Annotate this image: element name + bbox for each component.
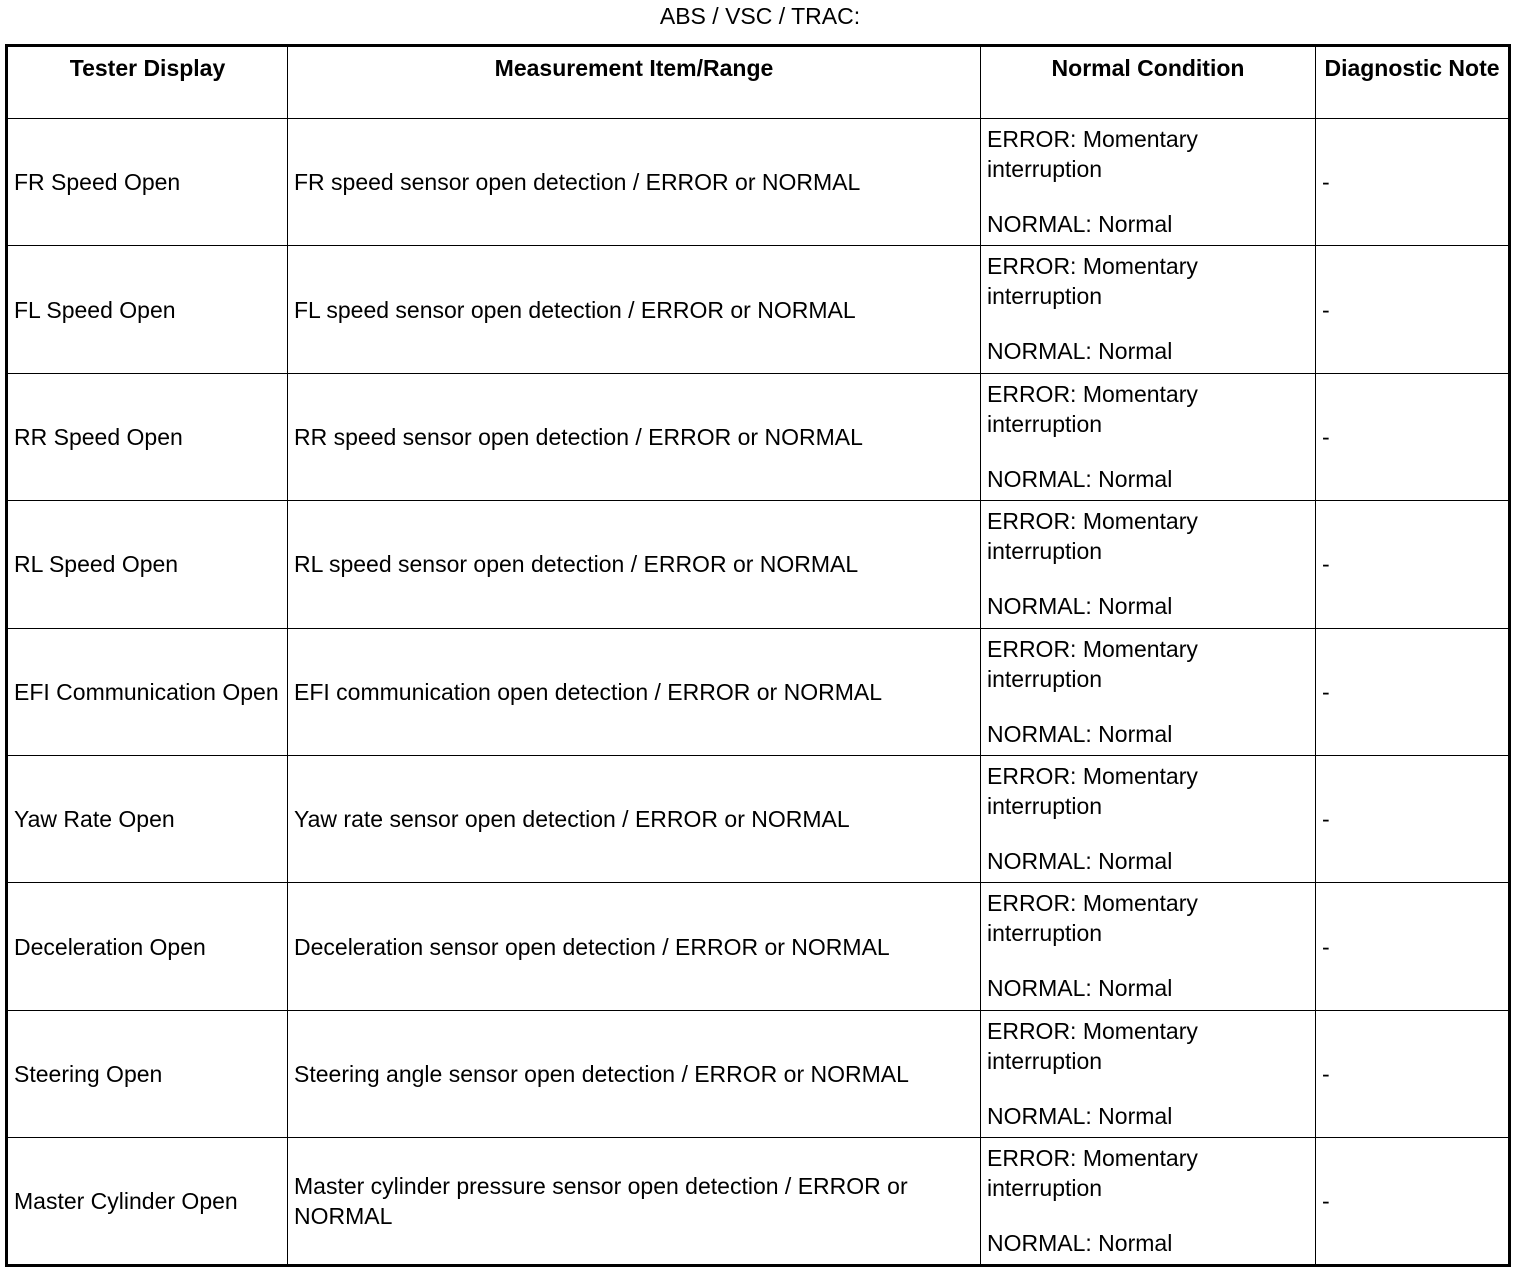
- diagnostic-note-cell: -: [1316, 755, 1510, 882]
- header-row: [7, 46, 1510, 119]
- error-condition-text: ERROR: Momentary interruption: [987, 380, 1198, 437]
- error-condition-text: ERROR: Momentary interruption: [987, 635, 1198, 692]
- error-condition-text: ERROR: Momentary interruption: [987, 762, 1198, 819]
- error-condition-text: ERROR: Momentary interruption: [987, 253, 1198, 310]
- table-row: [7, 628, 1510, 755]
- normal-condition-cell: [981, 755, 1316, 882]
- normal-condition-cell: [981, 246, 1316, 373]
- normal-condition-cell: [981, 119, 1316, 246]
- diagnostic-note-cell: -: [1316, 246, 1510, 373]
- normal-condition-text: NORMAL: Normal: [987, 847, 1173, 874]
- table-header: [7, 46, 1510, 119]
- table-body: [7, 119, 1510, 1266]
- normal-condition-cell: [981, 373, 1316, 500]
- condition-spacer: [987, 694, 1309, 719]
- condition-spacer: [987, 566, 1309, 591]
- measurement-cell: Deceleration sensor open detection / ERROR or NORMAL: [288, 883, 981, 1010]
- normal-condition-text: NORMAL: Normal: [987, 1230, 1173, 1257]
- normal-condition-text: NORMAL: Normal: [987, 975, 1173, 1002]
- table-caption: ABS / VSC / TRAC:: [659, 3, 861, 29]
- table-row: [7, 501, 1510, 628]
- condition-spacer: [987, 311, 1309, 336]
- table-row: [7, 883, 1510, 1010]
- diagnostic-note-cell: -: [1316, 373, 1510, 500]
- tester-display-cell: FL Speed Open: [7, 246, 288, 373]
- measurement-cell: Yaw rate sensor open detection / ERROR or NORMAL: [288, 755, 981, 882]
- table-row: [7, 246, 1510, 373]
- diagnostic-note-cell: -: [1316, 1138, 1510, 1265]
- normal-condition-cell: [981, 628, 1316, 755]
- tester-display-cell: Steering Open: [7, 1010, 288, 1137]
- column-header-normal-condition: Normal Condition: [981, 46, 1316, 119]
- condition-spacer: [987, 184, 1309, 209]
- condition-spacer: [987, 821, 1309, 846]
- table-row: [7, 1138, 1510, 1265]
- column-header-measurement: Measurement Item/Range: [288, 46, 981, 119]
- data-list-table: [5, 44, 1511, 1267]
- measurement-cell: Steering angle sensor open detection / ERROR or NORMAL: [288, 1010, 981, 1137]
- column-header-diagnostic-note: Diagnostic Note: [1316, 46, 1510, 119]
- table-row: [7, 755, 1510, 882]
- tester-display-cell: Yaw Rate Open: [7, 755, 288, 882]
- tester-display-cell: RR Speed Open: [7, 373, 288, 500]
- normal-condition-cell: [981, 883, 1316, 1010]
- tester-display-cell: RL Speed Open: [7, 501, 288, 628]
- normal-condition-cell: [981, 1138, 1316, 1265]
- table-row: [7, 373, 1510, 500]
- diagnostic-note-cell: -: [1316, 119, 1510, 246]
- tester-display-cell: Deceleration Open: [7, 883, 288, 1010]
- normal-condition-text: NORMAL: Normal: [987, 593, 1173, 620]
- normal-condition-text: NORMAL: Normal: [987, 211, 1173, 237]
- condition-spacer: [987, 439, 1309, 464]
- normal-condition-cell: [981, 1010, 1316, 1137]
- condition-spacer: [987, 1076, 1309, 1101]
- normal-condition-text: NORMAL: Normal: [987, 465, 1173, 492]
- diagnostic-note-cell: -: [1316, 883, 1510, 1010]
- error-condition-text: ERROR: Momentary interruption: [987, 1145, 1198, 1202]
- diagnostic-note-cell: -: [1316, 1010, 1510, 1137]
- measurement-cell: RR speed sensor open detection / ERROR or NORMAL: [288, 373, 981, 500]
- normal-condition-text: NORMAL: Normal: [987, 1102, 1173, 1129]
- measurement-cell: EFI communication open detection / ERROR or NORMAL: [288, 628, 981, 755]
- measurement-cell: FR speed sensor open detection / ERROR or NORMAL: [288, 119, 981, 246]
- tester-display-cell: EFI Communication Open: [7, 628, 288, 755]
- condition-spacer: [987, 948, 1309, 973]
- condition-spacer: [987, 1203, 1309, 1228]
- measurement-cell: FL speed sensor open detection / ERROR or NORMAL: [288, 246, 981, 373]
- error-condition-text: ERROR: Momentary interruption: [987, 890, 1198, 947]
- column-header-tester-display: Tester Display: [7, 46, 288, 119]
- normal-condition-text: NORMAL: Normal: [987, 338, 1173, 365]
- tester-display-cell: FR Speed Open: [7, 119, 288, 246]
- table-row: [7, 119, 1510, 246]
- table-row: [7, 1010, 1510, 1137]
- diagnostic-note-cell: -: [1316, 501, 1510, 628]
- error-condition-text: ERROR: Momentary interruption: [987, 126, 1198, 182]
- diagnostic-note-cell: -: [1316, 628, 1510, 755]
- error-condition-text: ERROR: Momentary interruption: [987, 1017, 1198, 1074]
- error-condition-text: ERROR: Momentary interruption: [987, 508, 1198, 565]
- tester-display-cell: Master Cylinder Open: [7, 1138, 288, 1265]
- measurement-cell: RL speed sensor open detection / ERROR or NORMAL: [288, 501, 981, 628]
- normal-condition-cell: [981, 501, 1316, 628]
- normal-condition-text: NORMAL: Normal: [987, 720, 1173, 747]
- measurement-cell: Master cylinder pressure sensor open detection / ERROR or NORMAL: [288, 1138, 981, 1265]
